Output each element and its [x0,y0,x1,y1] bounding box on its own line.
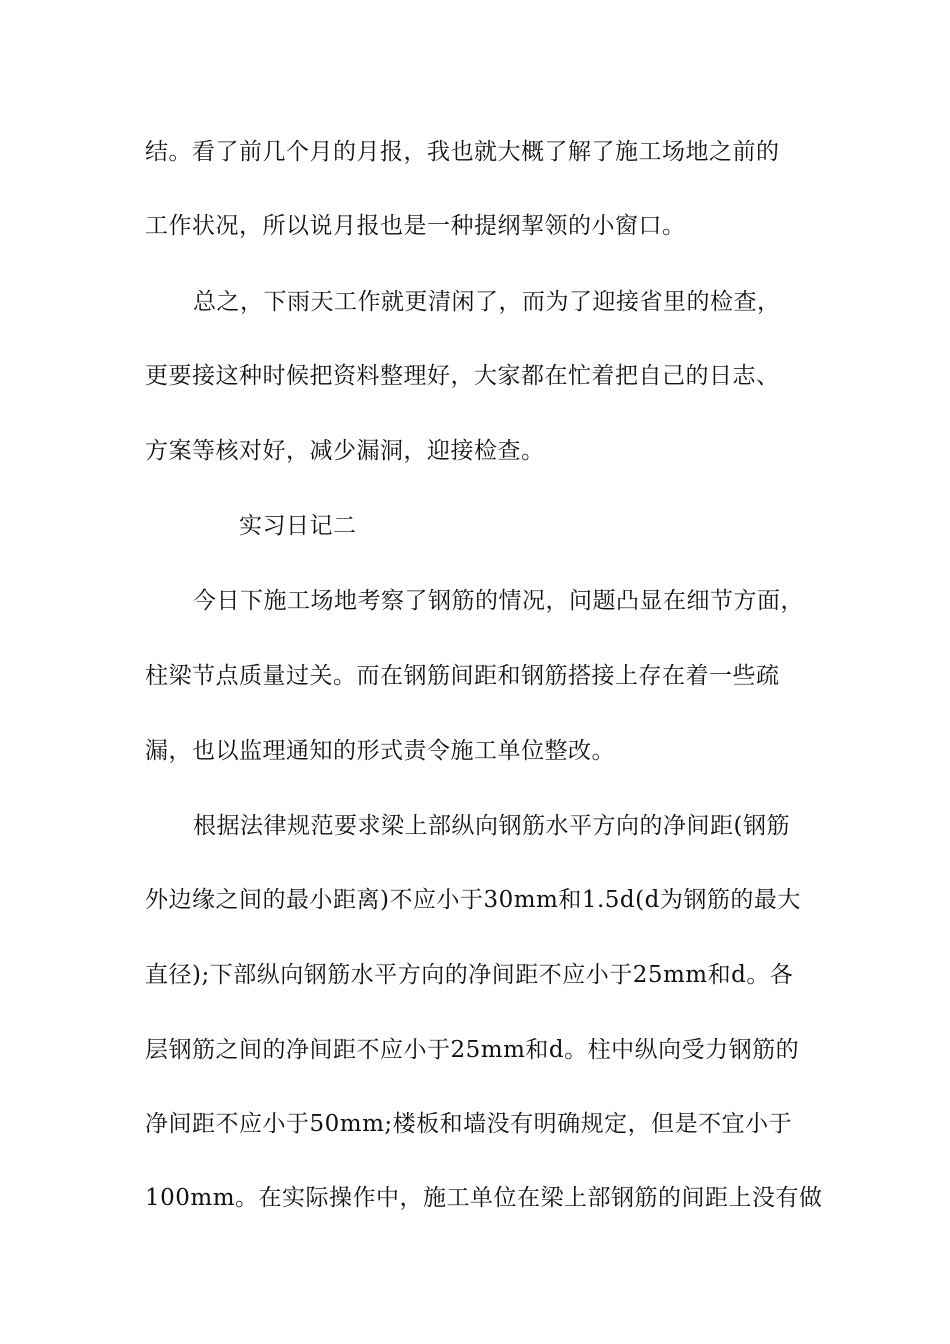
paragraph-line: 更要接这种时候把资料整理好，大家都在忙着把自己的日志、 [145,363,780,389]
paragraph-line: 漏，也以监理通知的形式责令施工单位整改。 [145,738,615,764]
paragraph-line: 工作状况，所以说月报也是一种提纲挈领的小窗口。 [145,213,686,239]
paragraph-line: 根据法律规范要求梁上部纵向钢筋水平方向的净间距(钢筋 [193,813,790,839]
section-heading: 实习日记二 [239,513,357,539]
paragraph-line: 层钢筋之间的净间距不应小于25mm和d。柱中纵向受力钢筋的 [145,1037,800,1063]
paragraph-line: 今日下施工场地考察了钢筋的情况，问题凸显在细节方面， [193,588,804,614]
paragraph-line: 外边缘之间的最小距离)不应小于30mm和1.5d(d为钢筋的最大 [145,887,801,913]
paragraph-line: 净间距不应小于50mm;楼板和墙没有明确规定，但是不宜小于 [145,1111,793,1137]
paragraph-line: 结。看了前几个月的月报，我也就大概了解了施工场地之前的 [145,139,780,165]
paragraph-line: 方案等核对好，减少漏洞，迎接检查。 [145,438,545,464]
paragraph-line: 总之，下雨天工作就更清闲了，而为了迎接省里的检查， [193,289,781,315]
paragraph-line: 柱梁节点质量过关。而在钢筋间距和钢筋搭接上存在着一些疏 [145,663,780,689]
paragraph-line: 直径);下部纵向钢筋水平方向的净间距不应小于25mm和d。各 [145,962,794,988]
paragraph-line: 100mm。在实际操作中，施工单位在梁上部钢筋的间距上没有做 [145,1185,823,1211]
